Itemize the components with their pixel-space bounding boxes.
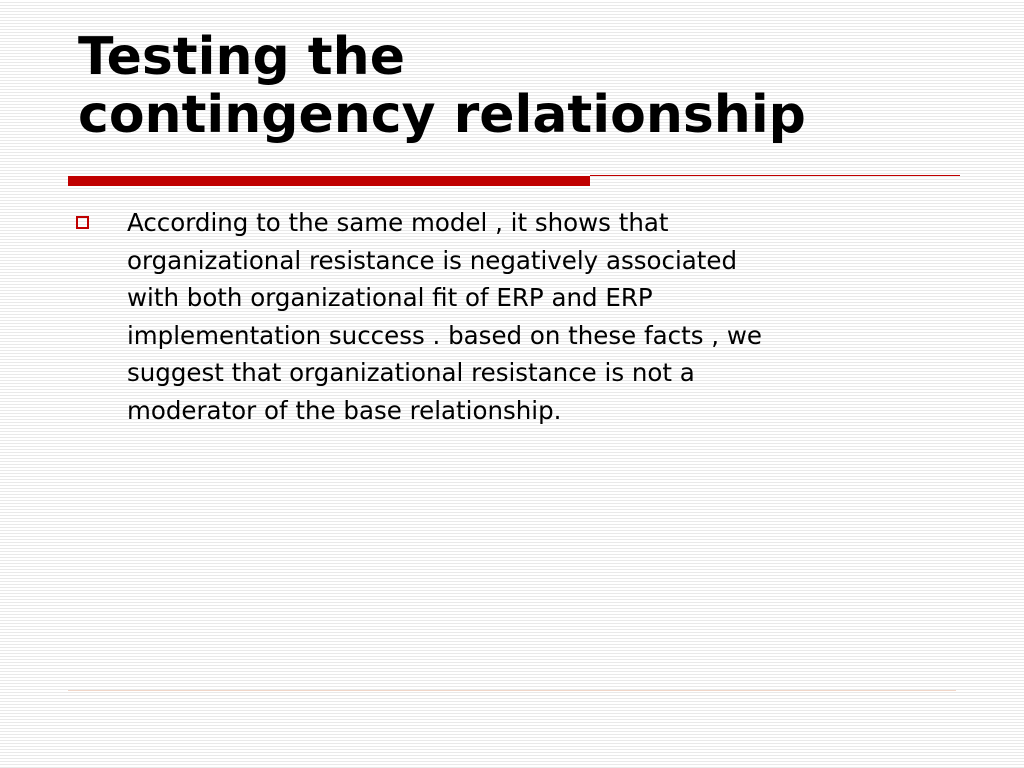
- bullet-text-line: organizational resistance is negatively associated: [127, 245, 738, 275]
- slide-title-line: contingency relationship: [78, 85, 806, 145]
- bullet-item: [76, 204, 956, 430]
- bullet-text-line: with both organizational fit of ERP and ERP: [127, 283, 653, 313]
- bullet-text-line: suggest that organizational resistance is not a: [127, 358, 695, 388]
- slide-title: [78, 28, 978, 144]
- bullet-text-line: moderator of the base relationship.: [127, 395, 562, 425]
- slide-title-line: Testing the: [78, 27, 405, 87]
- bullet-text-line: implementation success . based on these facts , we: [127, 320, 762, 350]
- bullet-text-line: According to the same model , it shows that: [127, 208, 669, 237]
- slide-body: [76, 204, 956, 430]
- footer-divider: [68, 690, 956, 691]
- title-underline-thick: [68, 176, 590, 186]
- title-underline-thin: [590, 175, 960, 176]
- hollow-square-bullet-icon: [76, 216, 89, 229]
- bullet-text: [127, 204, 956, 430]
